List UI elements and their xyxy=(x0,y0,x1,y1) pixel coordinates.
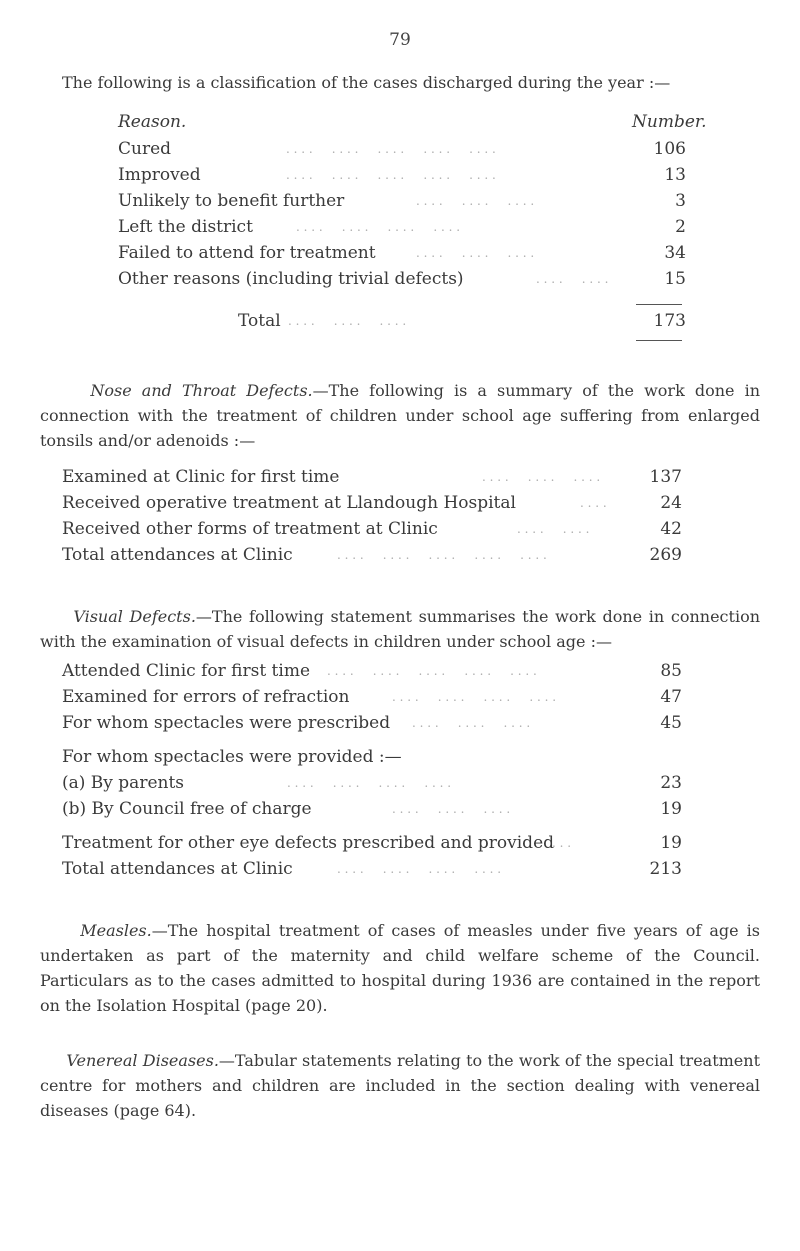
row-label: For whom spectacles were prescribed xyxy=(62,713,391,733)
page-number: 79 xyxy=(389,30,411,50)
row-value: 15 xyxy=(664,269,686,289)
row-label: Total attendances at Clinic xyxy=(62,859,293,879)
row-label: Cured xyxy=(118,139,172,159)
row-label: Examined at Clinic for first time xyxy=(62,467,340,487)
row-label: Received other forms of treatment at Clinic xyxy=(62,519,438,539)
row-label: Other reasons (including trivial defects) xyxy=(118,269,464,289)
total-label: Total xyxy=(238,311,281,331)
visual-row xyxy=(62,658,682,684)
discharge-row xyxy=(118,188,688,214)
nose-throat-text: —The following is a summary of the work done in connection with the treatment of children under school age suffering from enlarged tonsils and/or adenoids :— xyxy=(40,381,760,450)
leader-dots: . . . . . . . . . . . . xyxy=(392,802,511,816)
row-label: Treatment for other eye defects prescribed and provided xyxy=(62,833,555,853)
discharge-row xyxy=(118,162,688,188)
leader-dots: . . . . . . . . . . . . . . . . xyxy=(287,776,452,790)
nose-throat-paragraph xyxy=(40,378,760,453)
total-value: 173 xyxy=(653,311,686,331)
row-label: For whom spectacles were provided :— xyxy=(62,747,402,767)
measles-text: —The hospital treatment of cases of measles under five years of age is undertaken as part of the maternity and child welfare scheme of the Council. Particulars as to the cases admitted to hospital during 1936 are contained in the report on the Isolation Hospital (page 20). xyxy=(40,921,760,1015)
row-label: Improved xyxy=(118,165,201,185)
nose-throat-row xyxy=(62,464,682,490)
leader-dots: . . . . xyxy=(580,496,607,510)
provided-row xyxy=(62,770,682,796)
visual-text: —The following statement summarises the work done in connection with the examination of visual defects in children under school age :— xyxy=(40,607,761,651)
leader-dots: . . . . . . . . . . . . . . . . . . . . xyxy=(286,142,496,156)
leader-dots: . . . . . . . . xyxy=(517,522,590,536)
row-value: 19 xyxy=(660,833,682,853)
venereal-paragraph xyxy=(40,1048,760,1123)
row-label: Failed to attend for treatment xyxy=(118,243,376,263)
row-label: Received operative treatment at Llandough Hospital xyxy=(62,493,516,513)
row-value: 19 xyxy=(660,799,682,819)
row-value: 45 xyxy=(660,713,682,733)
number-column-header: Number. xyxy=(632,112,707,132)
discharge-row xyxy=(118,240,688,266)
leader-dots: . . . . . . . . . . . . xyxy=(416,194,535,208)
leader-dots: . . . . . . . . . . . . . . . . . . . . xyxy=(327,664,537,678)
nose-throat-row xyxy=(62,542,682,568)
leader-dots: . . . . . . . . . . . . . . . . xyxy=(296,220,461,234)
discharge-total-row xyxy=(118,308,688,334)
reason-column-header: Reason. xyxy=(118,112,187,132)
row-value: 106 xyxy=(653,139,686,159)
row-value: 23 xyxy=(660,773,682,793)
leader-dots: . . . . . . . . . . . . . . . . . . . . xyxy=(286,168,496,182)
nose-throat-row xyxy=(62,490,682,516)
provided-row xyxy=(62,796,682,822)
subtotal-rule xyxy=(636,304,682,305)
nose-throat-heading: Nose and Throat Defects. xyxy=(90,381,313,400)
row-value: 137 xyxy=(649,467,682,487)
row-label: Attended Clinic for first time xyxy=(62,661,311,681)
leader-dots: . . . . . . . . . . . . xyxy=(482,470,601,484)
venereal-heading: Venereal Diseases. xyxy=(66,1051,219,1070)
leader-dots: . . . . . . . . . . . . . . . . xyxy=(392,690,557,704)
leader-dots: . . . . . . . . . . . . xyxy=(416,246,535,260)
nose-throat-row xyxy=(62,516,682,542)
row-value: 47 xyxy=(660,687,682,707)
discharge-row xyxy=(118,266,688,292)
venereal-text: —Tabular statements relating to the work of the special treatment centre for mothers and children are included in the section dealing with venereal diseases (page 64). xyxy=(40,1051,761,1120)
visual-heading: Visual Defects. xyxy=(73,607,196,626)
total-rule xyxy=(636,340,682,341)
row-value: 3 xyxy=(675,191,686,211)
row-value: 34 xyxy=(664,243,686,263)
measles-paragraph xyxy=(40,918,760,1018)
leader-dots: . . . . . . . . . . . . . . . . . . . . xyxy=(337,548,547,562)
row-label: Total attendances at Clinic xyxy=(62,545,293,565)
row-value: 2 xyxy=(675,217,686,237)
row-value: 213 xyxy=(649,859,682,879)
visual-paragraph xyxy=(40,604,760,654)
row-value: 24 xyxy=(660,493,682,513)
leader-dots: . . . . . . . . . . . . xyxy=(412,716,531,730)
visual-row xyxy=(62,684,682,710)
row-label: Examined for errors of refraction xyxy=(62,687,350,707)
row-value: 269 xyxy=(649,545,682,565)
leader-dots: . . . . . . . . . . . . . . . . xyxy=(337,862,502,876)
discharge-row xyxy=(118,136,688,162)
row-value: 13 xyxy=(664,165,686,185)
leader-dots: . . . . . . . . xyxy=(536,272,609,286)
provided-subheading xyxy=(62,744,682,770)
row-label: (a) By parents xyxy=(62,773,185,793)
leader-dots: . . . . . . . . . . . . xyxy=(288,314,407,328)
visual-row xyxy=(62,830,682,856)
measles-heading: Measles. xyxy=(80,921,152,940)
row-value: 85 xyxy=(660,661,682,681)
row-label: Left the district xyxy=(118,217,253,237)
discharge-intro: The following is a classification of the cases discharged during the year :— xyxy=(62,73,671,92)
row-value: 42 xyxy=(660,519,682,539)
visual-row xyxy=(62,856,682,882)
visual-row xyxy=(62,710,682,736)
leader-dots: . . . xyxy=(552,836,572,850)
row-label: Unlikely to benefit further xyxy=(118,191,345,211)
row-label: (b) By Council free of charge xyxy=(62,799,312,819)
discharge-row xyxy=(118,214,688,240)
